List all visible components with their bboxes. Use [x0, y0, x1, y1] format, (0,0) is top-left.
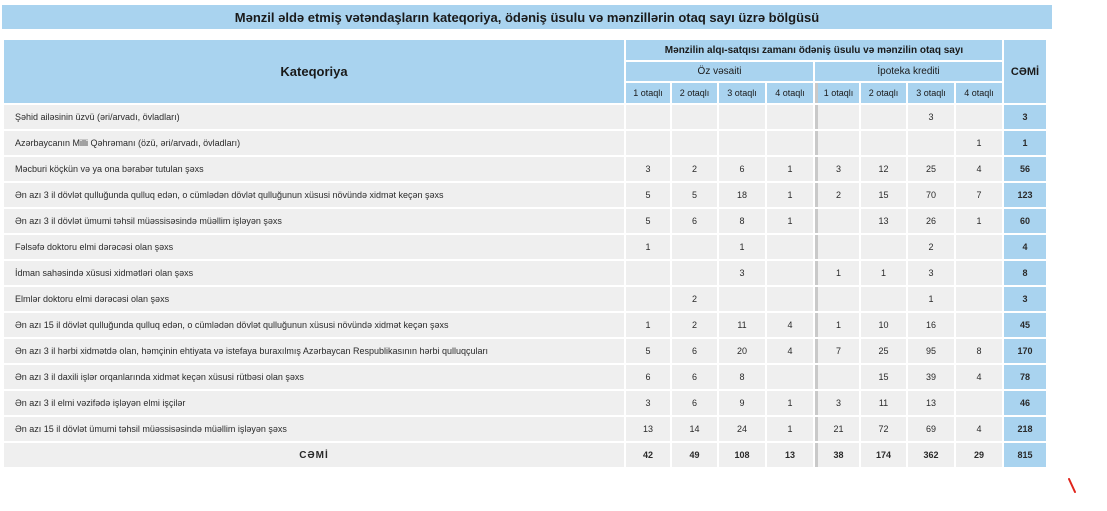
summary-value: 13: [767, 443, 813, 467]
value-cell: [626, 131, 670, 155]
value-cell: [956, 313, 1002, 337]
header-category: Kateqoriya: [4, 40, 624, 103]
table-row: [4, 261, 1046, 285]
value-cell: [767, 235, 813, 259]
value-cell: 69: [908, 417, 954, 441]
summary-row: [4, 443, 1046, 467]
value-cell: 26: [908, 209, 954, 233]
header-payment-group: Mənzilin alqı-satqısı zamanı ödəniş üsulu və mənzilin otaq sayı: [626, 40, 1002, 60]
value-cell: 24: [719, 417, 765, 441]
value-cell: 25: [861, 339, 906, 363]
value-cell: [956, 261, 1002, 285]
value-cell: [719, 105, 765, 129]
value-cell: [861, 235, 906, 259]
value-cell: [626, 287, 670, 311]
row-total: 56: [1004, 157, 1046, 181]
row-total: 1: [1004, 131, 1046, 155]
value-cell: [626, 261, 670, 285]
table-row: [4, 157, 1046, 181]
value-cell: 11: [861, 391, 906, 415]
table-row: [4, 235, 1046, 259]
value-cell: [672, 105, 717, 129]
row-total: 45: [1004, 313, 1046, 337]
value-cell: 13: [908, 391, 954, 415]
value-cell: 9: [719, 391, 765, 415]
value-cell: 6: [672, 209, 717, 233]
value-cell: 7: [956, 183, 1002, 207]
value-cell: [672, 235, 717, 259]
category-label: Ən azı 3 il daxili işlər orqanlarında xidmət keçən xüsusi rütbəsi olan şəxs: [4, 365, 624, 389]
value-cell: 2: [672, 157, 717, 181]
header-rooms-1: 1 otaqlı: [626, 83, 670, 103]
value-cell: [767, 261, 813, 285]
row-total: 218: [1004, 417, 1046, 441]
value-cell: 3: [908, 261, 954, 285]
row-total: 170: [1004, 339, 1046, 363]
value-cell: 8: [719, 365, 765, 389]
value-cell: [908, 131, 954, 155]
row-total: 60: [1004, 209, 1046, 233]
header-own-funds: Öz vəsaiti: [626, 62, 813, 81]
value-cell: 15: [861, 365, 906, 389]
value-cell: 25: [908, 157, 954, 181]
value-cell: 8: [956, 339, 1002, 363]
value-cell: [861, 131, 906, 155]
value-cell: 6: [626, 365, 670, 389]
value-cell: 4: [767, 339, 813, 363]
value-cell: [719, 287, 765, 311]
value-cell: [767, 131, 813, 155]
table-row: [4, 287, 1046, 311]
header-mortgage: İpoteka krediti: [815, 62, 1002, 81]
value-cell: 4: [956, 417, 1002, 441]
header-total: CƏMİ: [1004, 40, 1046, 103]
value-cell: [767, 365, 813, 389]
value-cell: [956, 105, 1002, 129]
value-cell: 1: [626, 235, 670, 259]
value-cell: [861, 287, 906, 311]
value-cell: 6: [672, 339, 717, 363]
row-total: 123: [1004, 183, 1046, 207]
value-cell: 15: [861, 183, 906, 207]
value-cell: 1: [626, 313, 670, 337]
value-cell: 5: [626, 209, 670, 233]
value-cell: 3: [719, 261, 765, 285]
value-cell: [815, 235, 859, 259]
value-cell: [861, 105, 906, 129]
row-total: 4: [1004, 235, 1046, 259]
summary-label: CƏMİ: [4, 443, 624, 467]
value-cell: 6: [719, 157, 765, 181]
table-row: [4, 391, 1046, 415]
table-row: [4, 209, 1046, 233]
value-cell: [956, 391, 1002, 415]
value-cell: 1: [956, 131, 1002, 155]
value-cell: 12: [861, 157, 906, 181]
summary-value: 108: [719, 443, 765, 467]
value-cell: [815, 365, 859, 389]
table-row: [4, 313, 1046, 337]
summary-value: 174: [861, 443, 906, 467]
row-total: 3: [1004, 105, 1046, 129]
value-cell: 2: [672, 313, 717, 337]
value-cell: 10: [861, 313, 906, 337]
value-cell: 1: [719, 235, 765, 259]
value-cell: [815, 209, 859, 233]
header-rooms-4: 4 otaqlı: [767, 83, 813, 103]
value-cell: 20: [719, 339, 765, 363]
category-label: Ən azı 3 il dövlət ümumi təhsil müəssisəsində müəllim işləyən şəxs: [4, 209, 624, 233]
value-cell: 2: [672, 287, 717, 311]
value-cell: 3: [815, 157, 859, 181]
header-rooms-5: 1 otaqlı: [815, 83, 859, 103]
header-rooms-8: 4 otaqlı: [956, 83, 1002, 103]
value-cell: [719, 131, 765, 155]
value-cell: 3: [626, 157, 670, 181]
value-cell: 39: [908, 365, 954, 389]
category-label: Ən azı 3 il dövlət qulluğunda qulluq edən, o cümlədən dövlət qulluğunun xüsusi növündə xidmət keçən şəxs: [4, 183, 624, 207]
value-cell: [672, 261, 717, 285]
table-title: Mənzil əldə etmiş vətəndaşların kateqoriya, ödəniş üsulu və mənzillərin otaq sayı üzrə bölgüsü: [2, 5, 1052, 29]
category-label: Məcburi köçkün və ya ona bərabər tutulan şəxs: [4, 157, 624, 181]
value-cell: 5: [626, 183, 670, 207]
header-rooms-3: 3 otaqlı: [719, 83, 765, 103]
value-cell: 5: [626, 339, 670, 363]
summary-value: 49: [672, 443, 717, 467]
value-cell: 8: [719, 209, 765, 233]
value-cell: 18: [719, 183, 765, 207]
value-cell: 5: [672, 183, 717, 207]
value-cell: 4: [956, 157, 1002, 181]
value-cell: 1: [815, 261, 859, 285]
category-label: Azərbaycanın Milli Qəhrəmanı (özü, əri/arvadı, övladları): [4, 131, 624, 155]
summary-value: 42: [626, 443, 670, 467]
value-cell: 2: [908, 235, 954, 259]
value-cell: [956, 235, 1002, 259]
value-cell: 11: [719, 313, 765, 337]
row-total: 78: [1004, 365, 1046, 389]
value-cell: [626, 105, 670, 129]
value-cell: 70: [908, 183, 954, 207]
value-cell: 3: [626, 391, 670, 415]
row-total: 3: [1004, 287, 1046, 311]
summary-value: 29: [956, 443, 1002, 467]
value-cell: 4: [956, 365, 1002, 389]
table-row: [4, 339, 1046, 363]
value-cell: 1: [861, 261, 906, 285]
category-label: Ən azı 3 il elmi vəzifədə işləyən elmi işçilər: [4, 391, 624, 415]
value-cell: 1: [767, 391, 813, 415]
value-cell: 7: [815, 339, 859, 363]
summary-value: 38: [815, 443, 859, 467]
value-cell: 3: [815, 391, 859, 415]
value-cell: 2: [815, 183, 859, 207]
value-cell: 13: [861, 209, 906, 233]
value-cell: [956, 287, 1002, 311]
value-cell: 21: [815, 417, 859, 441]
value-cell: [672, 131, 717, 155]
grand-total: 815: [1004, 443, 1046, 467]
category-label: Elmlər doktoru elmi dərəcəsi olan şəxs: [4, 287, 624, 311]
red-pen-mark: [1068, 478, 1078, 494]
value-cell: 1: [767, 157, 813, 181]
value-cell: 6: [672, 391, 717, 415]
value-cell: 1: [815, 313, 859, 337]
table-row: [4, 131, 1046, 155]
category-label: Ən azı 3 il hərbi xidmətdə olan, həmçinin ehtiyata və istefaya buraxılmış Azərbaycan Respublikasının hərbi qulluqçuları: [4, 339, 624, 363]
table-row: [4, 365, 1046, 389]
value-cell: 16: [908, 313, 954, 337]
header-rooms-7: 3 otaqlı: [908, 83, 954, 103]
category-label: Fəlsəfə doktoru elmi dərəcəsi olan şəxs: [4, 235, 624, 259]
value-cell: 14: [672, 417, 717, 441]
value-cell: 1: [956, 209, 1002, 233]
table-row: [4, 183, 1046, 207]
value-cell: 72: [861, 417, 906, 441]
header-rooms-2: 2 otaqlı: [672, 83, 717, 103]
table-row: [4, 417, 1046, 441]
category-label: Ən azı 15 il dövlət qulluğunda qulluq edən, o cümlədən dövlət qulluğunun xüsusi növündə xidmət keçən şəxs: [4, 313, 624, 337]
category-label: İdman sahəsində xüsusi xidmətləri olan şəxs: [4, 261, 624, 285]
value-cell: [767, 105, 813, 129]
value-cell: 4: [767, 313, 813, 337]
row-total: 46: [1004, 391, 1046, 415]
value-cell: 13: [626, 417, 670, 441]
value-cell: 1: [908, 287, 954, 311]
value-cell: 6: [672, 365, 717, 389]
value-cell: 1: [767, 209, 813, 233]
value-cell: [815, 131, 859, 155]
value-cell: 1: [767, 417, 813, 441]
value-cell: [767, 287, 813, 311]
category-label: Ən azı 15 il dövlət ümumi təhsil müəssisəsində müəllim işləyən şəxs: [4, 417, 624, 441]
value-cell: 95: [908, 339, 954, 363]
category-label: Şəhid ailəsinin üzvü (əri/arvadı, övladları): [4, 105, 624, 129]
value-cell: [815, 105, 859, 129]
summary-value: 362: [908, 443, 954, 467]
row-total: 8: [1004, 261, 1046, 285]
value-cell: 3: [908, 105, 954, 129]
housing-distribution-table: [2, 38, 1048, 469]
header-rooms-6: 2 otaqlı: [861, 83, 906, 103]
value-cell: [815, 287, 859, 311]
table-row: [4, 105, 1046, 129]
value-cell: 1: [767, 183, 813, 207]
